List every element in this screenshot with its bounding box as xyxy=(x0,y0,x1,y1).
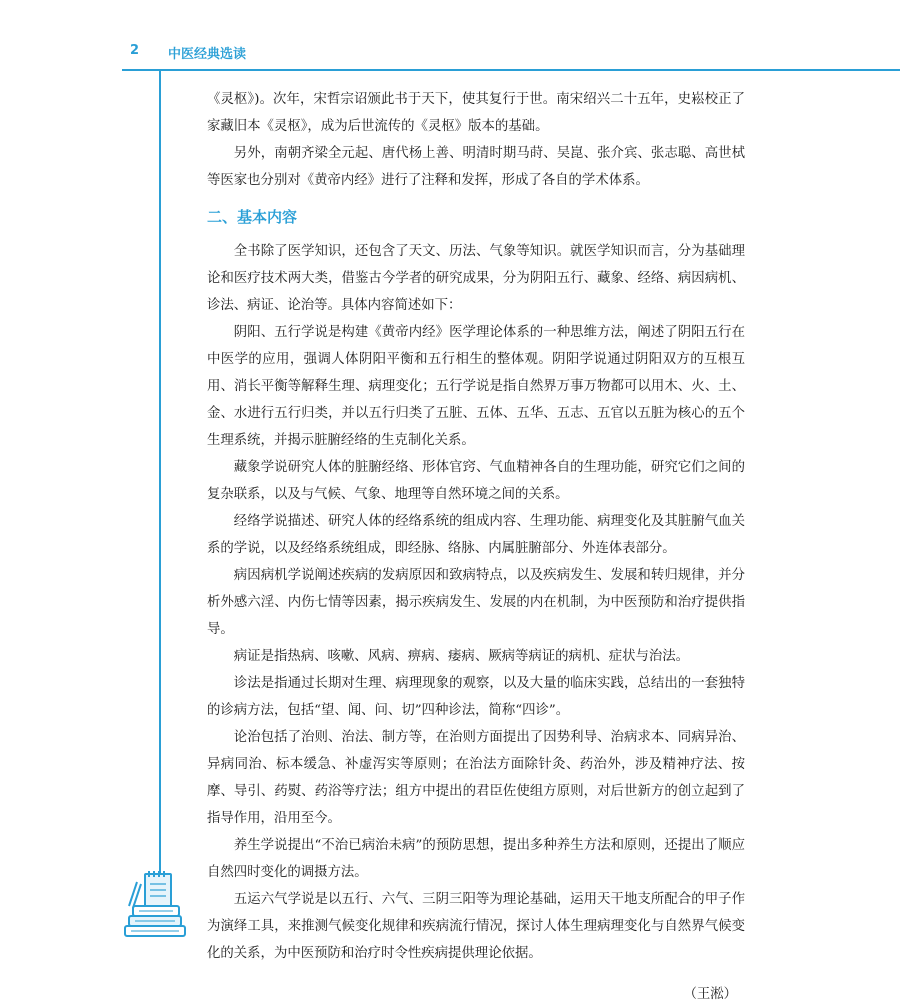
author-credit: （王淞） xyxy=(683,987,737,1002)
paragraph: 《灵枢》)。次年，宋哲宗诏颁此书于天下，使其复行于世。南宋绍兴二十五年，史崧校正了家藏旧本《灵枢》，成为后世流传的《灵枢》版本的基础。 xyxy=(207,92,745,134)
section-heading: 二、基本内容 xyxy=(207,208,298,226)
paragraph: 全书除了医学知识，还包含了天文、历法、气象等知识。就医学知识而言，分为基础理论和医疗技术两大类，借鉴古今学者的研究成果，分为阴阳五行、藏象、经络、病因病机、诊法、病证、论治等。具体内容简述如下： xyxy=(207,244,745,313)
paragraph: 诊法是指通过长期对生理、病理现象的观察，以及大量的临床实践，总结出的一套独特的诊病方法，包括“望、闻、问、切”四种诊法，简称“四诊”。 xyxy=(207,676,745,718)
page-number: 2 xyxy=(130,43,140,58)
page-header xyxy=(0,0,900,70)
paragraph: 另外，南朝齐梁全元起、唐代杨上善、明清时期马莳、吴崑、张介宾、张志聪、高世栻等医家也分别对《黄帝内经》进行了注释和发挥，形成了各自的学术体系。 xyxy=(207,146,745,188)
paragraph: 五运六气学说是以五行、六气、三阴三阳等为理论基础，运用天干地支所配合的甲子作为演绎工具，来推测气候变化规律和疾病流行情况，探讨人体生理病理变化与自然界气候变化的关系，为中医预防和治疗时令性疾病提供理论依据。 xyxy=(207,892,745,961)
header-divider xyxy=(122,69,900,71)
paragraph: 病证是指热病、咳嗽、风病、痹病、痿病、厥病等病证的病机、症状与治法。 xyxy=(233,649,690,664)
paragraph: 藏象学说研究人体的脏腑经络、形体官窍、气血精神各自的生理功能，研究它们之间的复杂联系，以及与气候、气象、地理等自然环境之间的关系。 xyxy=(207,460,745,502)
page-body xyxy=(207,86,745,1008)
books-notebook-icon xyxy=(115,868,195,938)
paragraph: 论治包括了治则、治法、制方等，在治则方面提出了因势利导、治病求本、同病异治、异病同治、标本缓急、补虚泻实等原则；在治法方面除针灸、药治外，涉及精神疗法、按摩、导引、药熨、药浴等疗法；组方中提出的君臣佐使组方原则，对后世新方的创立起到了指导作用，沿用至今。 xyxy=(207,730,745,826)
book-title: 中医经典选读 xyxy=(168,47,247,62)
paragraph: 阴阳、五行学说是构建《黄帝内经》医学理论体系的一种思维方法，阐述了阴阳五行在中医学的应用，强调人体阴阳平衡和五行相生的整体观。阴阳学说通过阴阳双方的互根互用、消长平衡等解释生理、病理变化；五行学说是指自然界万事万物都可以用木、火、土、金、水进行五行归类，并以五行归类了五脏、五体、五华、五志、五官以五脏为核心的五个生理系统，并揭示脏腑经络的生克制化关系。 xyxy=(207,325,745,448)
paragraph: 经络学说描述、研究人体的经络系统的组成内容、生理功能、病理变化及其脏腑气血关系的学说，以及经络系统组成，即经脉、络脉、内属脏腑部分、外连体表部分。 xyxy=(207,514,745,556)
paragraph: 养生学说提出“不治已病治未病”的预防思想，提出多种养生方法和原则，还提出了顺应自然四时变化的调摄方法。 xyxy=(207,838,745,880)
paragraph: 病因病机学说阐述疾病的发病原因和致病特点，以及疾病发生、发展和转归规律，并分析外感六淫、内伤七情等因素，揭示疾病发生、发展的内在机制，为中医预防和治疗提供指导。 xyxy=(207,568,745,637)
margin-line xyxy=(159,69,161,919)
